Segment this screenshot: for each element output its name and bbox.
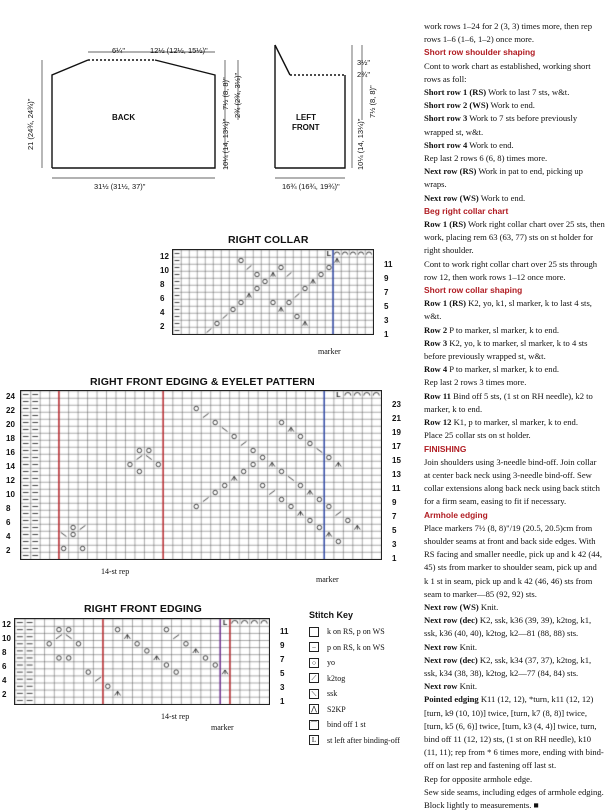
instruction-line: Place 25 collar sts on st holder. [424, 430, 531, 441]
row-text: K11 (12, 12), *turn, k11 (12, 12) [478, 694, 594, 705]
instruction-line: right shoulder. [424, 245, 474, 256]
row-number: 9 [280, 641, 285, 650]
row-text: Work to last 7 sts, w&t. [486, 87, 570, 98]
instruction-line: rows as foll: [424, 73, 467, 84]
stitch-key-label: p on RS, k on WS [327, 642, 385, 652]
instruction-line: Place markers 7½ (8, 8)"/19 (20.5, 20.5)cm from [424, 522, 593, 533]
row-number: 19 [392, 428, 401, 437]
instruction-line: Cont to work chart as established, working short [424, 60, 591, 71]
instruction-line [424, 641, 600, 654]
row-text: Knit. [457, 641, 478, 652]
row-number: 17 [392, 442, 401, 451]
row-number: 21 [392, 414, 401, 423]
instruction-line: marker, k to end. [424, 403, 483, 414]
row-number: 8 [2, 648, 7, 657]
stitch-key-title: Stitch Key [309, 610, 354, 620]
instruction-line: ssk, k36 (40, 40), k2tog, k2—81 (88, 88) sts. [424, 628, 579, 639]
row-text: K1, p to marker, sl marker, k to end. [451, 417, 578, 428]
row-text: Work to end. [488, 100, 535, 111]
stitch-key-label: yo [327, 658, 335, 668]
row-label: Row 1 (RS) [424, 219, 467, 230]
row-number: 3 [280, 683, 285, 692]
row-number: 7 [280, 655, 285, 664]
row-label: Row 11 [424, 390, 451, 401]
stitch-key-label: bind off 1 st [327, 720, 366, 730]
row-number: 3 [384, 316, 389, 325]
stitch-symbol-icon: ⋀ [309, 704, 319, 714]
stitch-key [309, 610, 424, 748]
section-heading: Beg right collar chart [424, 205, 509, 216]
row-label: Next row [424, 681, 458, 692]
stitch-key-item [309, 733, 424, 749]
stitch-key-item [309, 717, 424, 733]
instruction-line: at center back neck using 3-needle bind-off. Sew [424, 469, 592, 480]
instruction-line [424, 218, 605, 231]
row-number: 10 [2, 634, 11, 643]
stitch-key-item [309, 671, 424, 687]
stitch-key-rows [309, 624, 424, 748]
row-label: Next row [424, 641, 458, 652]
section-heading: Short row collar shaping [424, 285, 523, 296]
edging-grid [15, 619, 269, 704]
right-collar-title: RIGHT COLLAR [228, 234, 309, 246]
instruction-line [424, 337, 600, 350]
back-dim-right-1: 7½ (8, 8)" [221, 77, 230, 110]
instruction-line: Rep last 2 rows 3 times more. [424, 377, 527, 388]
row-number: 11 [384, 260, 393, 269]
left-front-schematic [275, 45, 345, 168]
edging-eyelet-title: RIGHT FRONT EDGING & EYELET PATTERN [90, 376, 315, 388]
row-text: Bind off 5 sts, (1 st on RH needle), k2 to [450, 390, 593, 401]
instruction-line [424, 390, 600, 403]
row-label: Row 1 (RS) [424, 298, 467, 309]
row-number: 2 [160, 322, 165, 331]
stitch-key-item [309, 640, 424, 656]
row-label: Row 4 [424, 364, 448, 375]
section-heading: Armhole edging [424, 509, 488, 520]
row-text: Work to end. [467, 139, 514, 150]
instruction-line: Join shoulders using 3-needle bind-off. Join collar [424, 456, 597, 467]
instruction-line: ssk, k34 (38, 38), k2tog, k2—77 (84, 84) sts. [424, 667, 579, 678]
back-dim-right-2: 2¾ (2¾, 3½)" [233, 72, 242, 118]
back-dim-right-3: 10¼ (14, 13¼)" [221, 118, 230, 170]
row-number: 10 [160, 266, 169, 275]
row-number: 23 [392, 400, 401, 409]
row-number: 24 [6, 392, 15, 401]
instruction-line [424, 112, 600, 125]
stitch-key-item [309, 702, 424, 718]
instructions-column [424, 20, 605, 810]
stitch-key-label: k2tog [327, 673, 346, 683]
row-number: 13 [392, 470, 401, 479]
row-number: 11 [392, 484, 401, 493]
instruction-line: RS facing and smaller needle, pick up and k 42 (44, [424, 549, 603, 560]
row-text: Knit. [457, 681, 478, 692]
row-label: Row 3 [424, 337, 448, 348]
row-number: 5 [280, 669, 285, 678]
instruction-line: for a firm seam, easing to fit if necessary. [424, 496, 567, 507]
instruction-line: 45) sts from marker to shoulder seam, pick up and [424, 562, 597, 573]
instruction-line: rows 1–6 (1–6, 1–2) once more. [424, 34, 535, 45]
row-number: 8 [6, 504, 11, 513]
row-text: K2, ssk, k36 (39, 39), k2tog, k1, [477, 615, 592, 626]
row-number: 9 [384, 274, 389, 283]
row-number: 18 [6, 434, 15, 443]
instruction-line: wraps. [424, 179, 447, 190]
edging-eyelet-marker-label: marker [316, 575, 339, 584]
instruction-line [424, 363, 600, 376]
left-front-label-1: LEFT [296, 113, 316, 122]
row-number: 5 [392, 526, 397, 535]
row-number: 1 [280, 697, 285, 706]
row-number: 1 [392, 554, 397, 563]
row-number: 10 [6, 490, 15, 499]
edging-eyelet-grid [21, 391, 381, 559]
row-number: 15 [392, 456, 401, 465]
row-label: Next row (RS) [424, 166, 477, 177]
row-number: 5 [384, 302, 389, 311]
instruction-line: off on last rep and fastening off last st. [424, 760, 557, 771]
stitch-symbol-icon: – [309, 642, 319, 652]
instruction-line: Rep for opposite armhole edge. [424, 773, 533, 784]
front-dim-right-1: 3½" [357, 58, 371, 67]
row-number: 6 [2, 662, 7, 671]
row-number: 2 [6, 546, 11, 555]
row-number: 1 [384, 330, 389, 339]
edging-chart [14, 618, 270, 705]
back-dim-top-right: 12½ (12½, 15½)" [150, 46, 208, 55]
instruction-line: k 1 st in seam, pick up and k 42 (46, 46) sts from [424, 575, 593, 586]
row-number: 11 [280, 627, 289, 636]
row-text: Work right collar chart over 25 sts, then [466, 219, 605, 230]
stitch-key-item [309, 655, 424, 671]
instruction-line: work rows 1–24 for 2 (3, 3) times more, then rep [424, 21, 593, 31]
row-label: Next row (dec) [424, 654, 478, 665]
stitch-key-label: S2KP [327, 704, 346, 714]
instruction-line [424, 601, 600, 614]
stitch-key-item [309, 686, 424, 702]
row-text: P to marker, sl marker, k to end. [447, 324, 560, 335]
right-collar-marker-label: marker [318, 347, 341, 356]
instruction-line: (11, 11); rep from * 6 times more, ending with bind- [424, 747, 604, 758]
back-dim-bottom: 31½ (31½, 37)" [94, 182, 146, 191]
instruction-line: before previously wrapped st, w&t. [424, 351, 546, 362]
row-text: Knit. [478, 601, 499, 612]
back-label: BACK [112, 113, 136, 122]
row-number: 4 [2, 676, 7, 685]
instruction-line [424, 165, 600, 178]
row-number: 6 [6, 518, 11, 527]
instruction-line [424, 139, 600, 152]
front-dim-right-2: 2¾" [357, 70, 371, 79]
instruction-line: w&t. [424, 311, 442, 322]
row-label: Next row (dec) [424, 615, 478, 626]
instruction-line [424, 99, 600, 112]
row-label: Pointed edging [424, 694, 479, 705]
row-label: Row 2 [424, 324, 448, 335]
front-dim-bottom: 16¾ (16¾, 19¾)" [282, 182, 340, 191]
row-number: 12 [6, 476, 15, 485]
row-text: K2, yo, k1, sl marker, k to last 4 sts, [466, 298, 592, 309]
row-number: 3 [392, 540, 397, 549]
row-number: 7 [392, 512, 397, 521]
instruction-line: shoulder seams at front and back side edges. With [424, 535, 596, 546]
instruction-line [424, 654, 600, 667]
instruction-line: Sew side seams, including edges of armhole edging. [424, 786, 604, 797]
section-heading: FINISHING [424, 443, 467, 454]
edging-eyelet-chart [20, 390, 382, 560]
instruction-line: bind off 11 (12, 12) sts, (1 st on RH needle), k10 [424, 733, 592, 744]
instruction-line [424, 324, 600, 337]
row-number: 8 [160, 280, 165, 289]
stitch-key-label: st left after binding-off [327, 735, 400, 745]
instruction-line [424, 86, 600, 99]
section-heading: Short row shoulder shaping [424, 47, 536, 58]
instruction-line: work, placing rem 63 (63, 77) sts on st holder for [424, 232, 593, 243]
schematic-drawings [0, 0, 420, 200]
instruction-line [424, 416, 600, 429]
stitch-key-label: k on RS, p on WS [327, 627, 385, 637]
row-number: 14 [6, 462, 15, 471]
edging-eyelet-rep-label: 14-st rep [101, 567, 130, 576]
row-text: K2, yo, k to marker, sl marker, k to 4 sts [447, 337, 588, 348]
row-text: P to marker, sl marker, k to end. [447, 364, 560, 375]
instruction-line: Block lightly to measurements. ■ [424, 799, 539, 810]
row-label: Short row 2 (WS) [424, 100, 489, 111]
instruction-line [424, 192, 600, 205]
instruction-line [424, 614, 600, 627]
row-number: 9 [392, 498, 397, 507]
instruction-line: [turn, k5 (6, 6)] twice, [turn, k3 (4, 4)] twice, turn, [424, 720, 597, 731]
stitch-symbol-icon: ○ [309, 658, 319, 668]
row-number: 6 [160, 294, 165, 303]
row-number: 16 [6, 448, 15, 457]
stitch-symbol-icon: L [309, 735, 319, 745]
stitch-key-item [309, 624, 424, 640]
row-number: 12 [2, 620, 11, 629]
instruction-line: wrapped st, w&t. [424, 126, 484, 137]
front-dim-right-3: 7½ (8, 8)" [368, 85, 377, 118]
row-text: Work to 7 sts before previously [467, 113, 578, 124]
row-number: 12 [160, 252, 169, 261]
row-number: 2 [2, 690, 7, 699]
row-label: Next row (WS) [424, 192, 479, 203]
instruction-line: seam to marker—85 (92, 92) sts. [424, 588, 537, 599]
row-label: Short row 4 [424, 139, 468, 150]
row-text: Work to end. [478, 192, 526, 203]
stitch-symbol-icon: ⌒ [310, 720, 318, 729]
front-dim-right-4: 10¼ (14, 13¼)" [356, 118, 365, 170]
instruction-line: collar extensions along back neck using back stitch [424, 483, 600, 494]
left-front-label-2: FRONT [292, 123, 320, 132]
right-collar-grid [173, 250, 373, 334]
instruction-line [424, 297, 600, 310]
row-label: Short row 1 (RS) [424, 87, 487, 98]
instruction-line: row 12, then work rows 1–12 once more. [424, 271, 566, 282]
instruction-line: Rep last 2 rows 6 (6, 8) times more. [424, 153, 548, 164]
row-label: Short row 3 [424, 113, 468, 124]
row-text: K2, ssk, k34 (37, 37), k2tog, k1, [477, 654, 592, 665]
edging-rep-label: 14-st rep [161, 712, 190, 721]
row-number: 4 [6, 532, 11, 541]
row-label: Row 12 [424, 417, 452, 428]
row-number: 4 [160, 308, 165, 317]
right-collar-chart [172, 249, 374, 335]
instruction-line [424, 680, 600, 693]
back-dim-top-left: 6¼" [112, 46, 126, 55]
back-dim-left: 21 (24¾, 24¾)" [26, 98, 35, 150]
stitch-symbol-icon: ⟋ [309, 673, 319, 683]
edging-title: RIGHT FRONT EDGING [84, 603, 202, 615]
row-label: Next row (WS) [424, 601, 479, 612]
instruction-line [424, 693, 600, 706]
row-number: 22 [6, 406, 15, 415]
instruction-line: [turn, k9 (10, 10)] twice, [turn, k7 (8, 8)] twice, [424, 707, 587, 718]
row-number: 7 [384, 288, 389, 297]
edging-marker-label: marker [211, 723, 234, 732]
row-number: 20 [6, 420, 15, 429]
stitch-symbol-icon: ⟍ [309, 689, 319, 699]
instruction-line: Cont to work right collar chart over 25 sts through [424, 258, 598, 269]
stitch-key-label: ssk [327, 689, 338, 699]
stitch-symbol-icon [309, 627, 319, 637]
row-text: Work in pat to end, picking up [476, 166, 583, 177]
